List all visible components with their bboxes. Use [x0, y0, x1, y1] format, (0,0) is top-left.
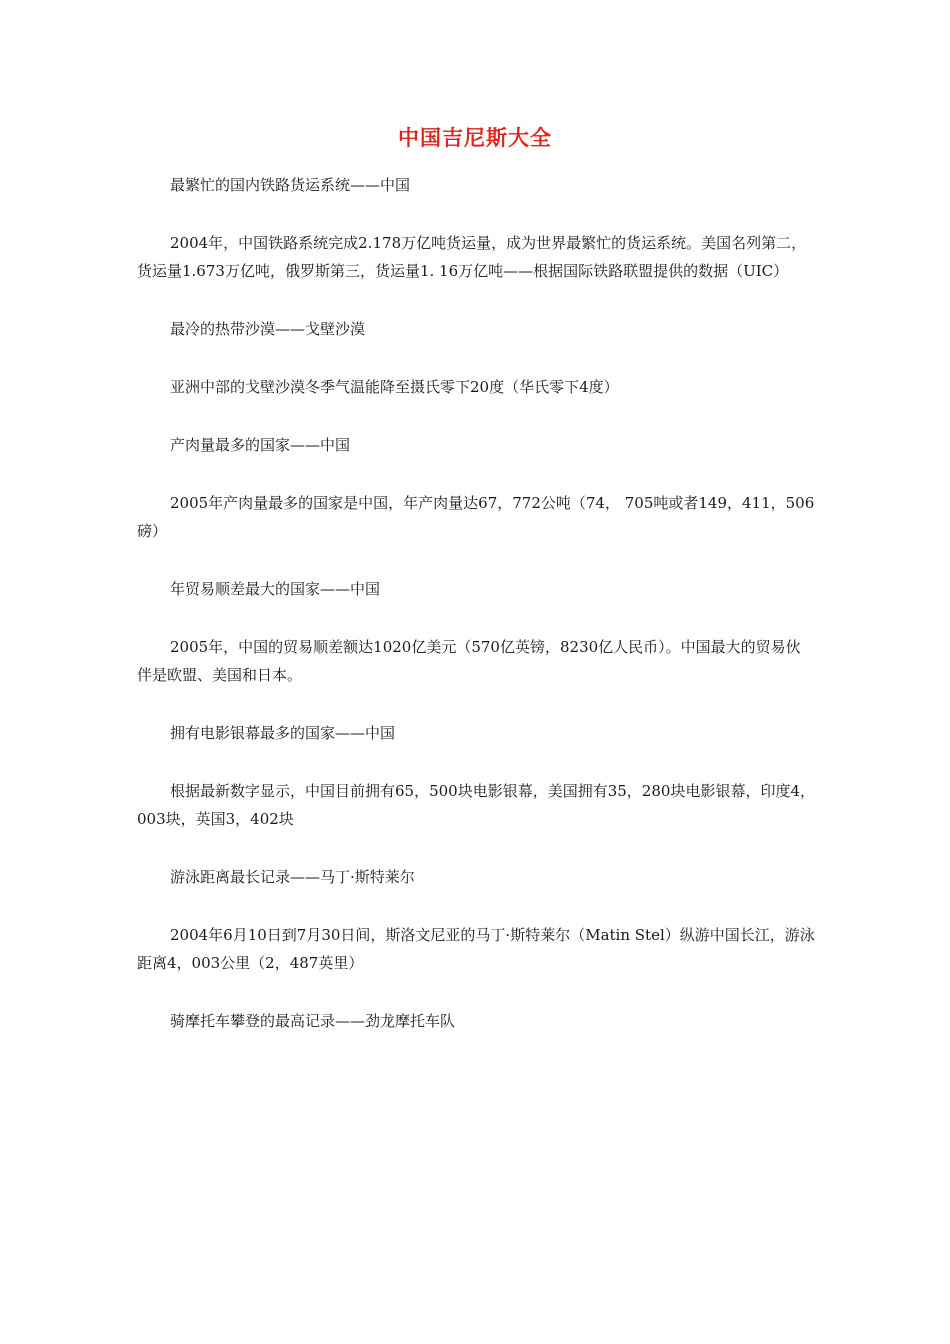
paragraph-trade: 2005年，中国的贸易顺差额达1020亿美元（570亿英镑，8230亿人民币）。中国最大的贸易伙伴是欧盟、美国和日本。	[137, 638, 801, 684]
document-body	[137, 171, 815, 1035]
paragraph-swimming: 2004年6月10日到7月30日间，斯洛文尼亚的马丁·斯特莱尔（Matin Stel）纵游中国长江，游泳距离4，003公里（2，487英里）	[137, 926, 815, 972]
heading-trade: 年贸易顺差最大的国家——中国	[170, 580, 381, 598]
heading-railway: 最繁忙的国内铁路货运系统——中国	[170, 176, 411, 194]
paragraph-railway: 2004年，中国铁路系统完成2.178万亿吨货运量，成为世界最繁忙的货运系统。美国名列第二，货运量1.673万亿吨，俄罗斯第三，货运量1. 16万亿吨——根据国际铁路联盟提供的数据（UIC）	[137, 234, 807, 280]
paragraph-cinema: 根据最新数字显示，中国目前拥有65，500块电影银幕，美国拥有35，280块电影银幕，印度4，003块，英国3，402块	[137, 782, 815, 828]
heading-motorcycle: 骑摩托车攀登的最高记录——劲龙摩托车队	[170, 1012, 456, 1030]
heading-cinema: 拥有电影银幕最多的国家——中国	[170, 724, 396, 742]
heading-meat: 产肉量最多的国家——中国	[170, 436, 351, 454]
heading-swimming: 游泳距离最长记录——马丁·斯特莱尔	[170, 868, 415, 886]
document-title: 中国吉尼斯大全	[398, 125, 552, 150]
heading-desert: 最冷的热带沙漠——戈壁沙漠	[170, 320, 366, 338]
paragraph-meat: 2005年产肉量最多的国家是中国，年产肉量达67，772公吨（74， 705吨或者149，411，506磅）	[137, 494, 815, 540]
paragraph-desert: 亚洲中部的戈壁沙漠冬季气温能降至摄氏零下20度（华氏零下4度）	[170, 378, 619, 396]
